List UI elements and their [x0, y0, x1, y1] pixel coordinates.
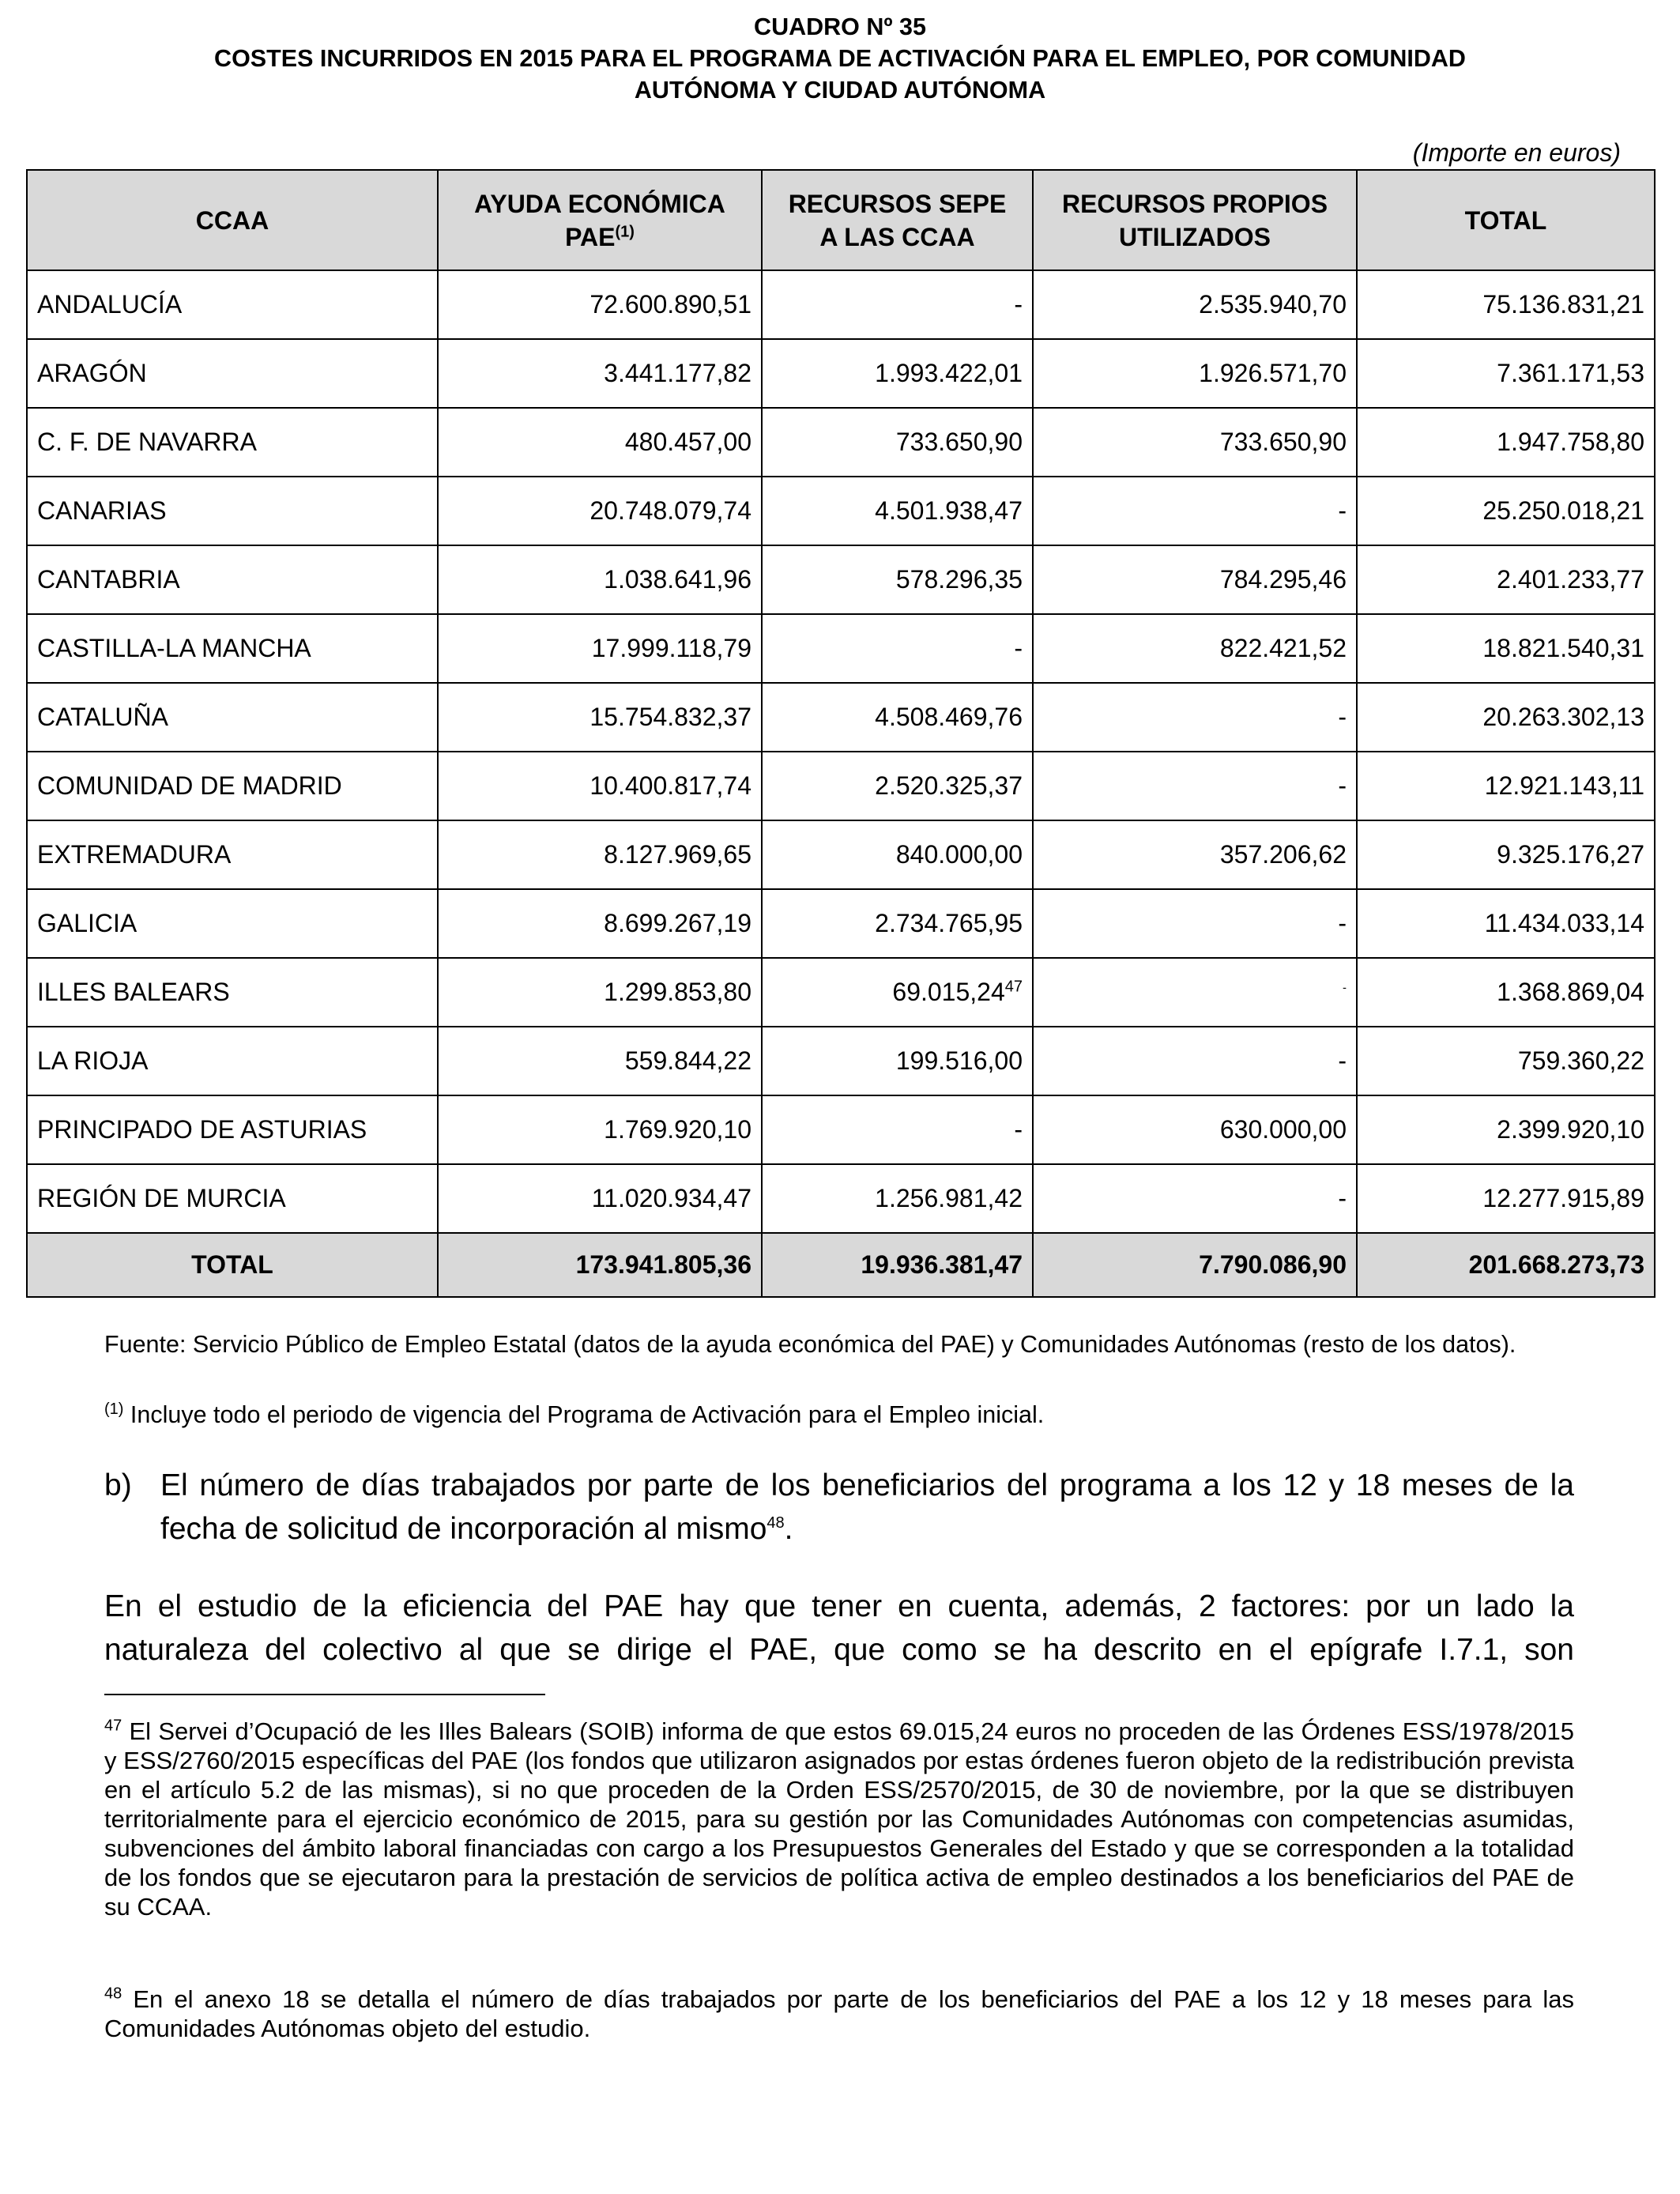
row-ayuda-cell: 1.299.853,80 [438, 958, 762, 1027]
row-ayuda-cell: 8.127.969,65 [438, 820, 762, 889]
row-total-cell: 11.434.033,14 [1357, 889, 1655, 958]
costs-table [26, 169, 1656, 1298]
row-sepe-cell: 1.993.422,01 [762, 339, 1033, 408]
total-propios: 7.790.086,90 [1033, 1233, 1357, 1297]
row-sepe-cell: 2.734.765,95 [762, 889, 1033, 958]
table-note-1 [104, 1400, 1620, 1429]
row-total-cell: 12.277.915,89 [1357, 1164, 1655, 1233]
row-ccaa-name: CANTABRIA [27, 545, 438, 614]
row-ccaa-name: REGIÓN DE MURCIA [27, 1164, 438, 1233]
row-ayuda-cell: 8.699.267,19 [438, 889, 762, 958]
row-propios-cell: 2.535.940,70 [1033, 270, 1357, 339]
total-ayuda: 173.941.805,36 [438, 1233, 762, 1297]
header-ayuda: AYUDA ECONÓMICA PAE$^{(1)}$ [438, 170, 762, 270]
table-note-1-marker: (1) [104, 1400, 124, 1418]
row-ccaa-name: PRINCIPADO DE ASTURIAS [27, 1095, 438, 1164]
row-total-cell: 9.325.176,27 [1357, 820, 1655, 889]
title-line-3: AUTÓNOMA Y CIUDAD AUTÓNOMA [634, 77, 1046, 104]
table-row [27, 1164, 1655, 1233]
row-ccaa-name: CATALUÑA [27, 683, 438, 752]
row-sepe-cell: 1.256.981,42 [762, 1164, 1033, 1233]
table-row [27, 752, 1655, 820]
row-sepe-cell: 733.650,90 [762, 408, 1033, 477]
footnote-ref-48: 48 [767, 1514, 785, 1532]
row-total-cell: 2.401.233,77 [1357, 545, 1655, 614]
footnote-separator [104, 1694, 545, 1695]
title-line-2: COSTES INCURRIDOS EN 2015 PARA EL PROGRAMA DE ACTIVACIÓN PARA EL EMPLEO, POR COMUNIDAD [214, 45, 1466, 72]
header-ccaa: CCAA [27, 170, 438, 270]
row-propios-cell: 357.206,62 [1033, 820, 1357, 889]
row-propios-cell: 733.650,90 [1033, 408, 1357, 477]
unit-note: (Importe en euros) [1412, 138, 1621, 167]
header-total: TOTAL [1357, 170, 1655, 270]
table-row [27, 408, 1655, 477]
row-ccaa-name: ILLES BALEARS [27, 958, 438, 1027]
table-row [27, 683, 1655, 752]
row-propios-cell: - [1033, 1027, 1357, 1095]
total-label: TOTAL [27, 1233, 438, 1297]
list-item-b [104, 1464, 1574, 1551]
table-total-row [27, 1233, 1655, 1297]
row-total-cell: 75.136.831,21 [1357, 270, 1655, 339]
row-total-cell: 7.361.171,53 [1357, 339, 1655, 408]
table-row [27, 477, 1655, 545]
table-row [27, 339, 1655, 408]
footnote-ref-47: 47 [1004, 978, 1023, 996]
row-ccaa-name: CANARIAS [27, 477, 438, 545]
footnote-47-number: 47 [104, 1717, 122, 1735]
document-title [0, 11, 1680, 106]
row-propios-cell: - [1033, 889, 1357, 958]
header-sepe: RECURSOS SEPE A LAS CCAA [762, 170, 1033, 270]
row-sepe-cell: 578.296,35 [762, 545, 1033, 614]
row-sepe-cell: 199.516,00 [762, 1027, 1033, 1095]
header-propios: RECURSOS PROPIOS UTILIZADOS [1033, 170, 1357, 270]
table-row [27, 958, 1655, 1027]
total-sepe: 19.936.381,47 [762, 1233, 1033, 1297]
footnote-48 [104, 1985, 1574, 2043]
row-ccaa-name: ARAGÓN [27, 339, 438, 408]
row-total-cell: 1.368.869,04 [1357, 958, 1655, 1027]
table-note-1-text: Incluye todo el periodo de vigencia del Programa de Activación para el Empleo inicial. [123, 1401, 1045, 1428]
row-propios-cell: 1.926.571,70 [1033, 339, 1357, 408]
row-total-cell: 2.399.920,10 [1357, 1095, 1655, 1164]
row-propios-cell: - [1033, 1164, 1357, 1233]
row-sepe-cell: - [762, 1095, 1033, 1164]
row-ayuda-cell: 3.441.177,82 [438, 339, 762, 408]
table-row [27, 1095, 1655, 1164]
row-propios-cell: 630.000,00 [1033, 1095, 1357, 1164]
row-ayuda-cell: 10.400.817,74 [438, 752, 762, 820]
row-total-cell: 759.360,22 [1357, 1027, 1655, 1095]
source-note: Fuente: Servicio Público de Empleo Estatal (datos de la ayuda económica del PAE) y Comunidades Autónomas (resto de los datos). [104, 1331, 1516, 1358]
row-propios-cell [1033, 958, 1357, 1027]
row-ayuda-cell: 11.020.934,47 [438, 1164, 762, 1233]
row-ccaa-name: ANDALUCÍA [27, 270, 438, 339]
list-item-b-marker: b) [104, 1468, 132, 1502]
row-ayuda-cell: 559.844,22 [438, 1027, 762, 1095]
total-total: 201.668.273,73 [1357, 1233, 1655, 1297]
row-total-cell: 25.250.018,21 [1357, 477, 1655, 545]
footnote-47-text: El Servei d’Ocupació de les Illes Balears (SOIB) informa de que estos 69.015,24 euros no proceden de las Órdenes ESS/1978/2015 y ESS/2760/2015 específicas del PAE (los fondos que utilizaron asignados por estas órdenes fueron objeto de la redistribución prevista en el artículo 5.2 de las mismas), si no que proceden de la Orden ESS/2570/2015, de 30 de noviembre, por la que se distribuyen territorialmente para el ejercicio económico de 2015, para su gestión por las Comunidades Autónomas con competencias asumidas, subvenciones del ámbito laboral financiadas con cargo a los Presupuestos Generales del Estado y que se corresponden a la totalidad de los fondos que se ejecutaron para la prestación de servicios de política activa de empleo destinados a los beneficiarios del PAE de su CCAA. [104, 1717, 1574, 1921]
row-ayuda-cell: 17.999.118,79 [438, 614, 762, 683]
row-ccaa-name: GALICIA [27, 889, 438, 958]
row-ccaa-name: LA RIOJA [27, 1027, 438, 1095]
footnote-48-number: 48 [104, 1985, 122, 2003]
row-ayuda-cell: 480.457,00 [438, 408, 762, 477]
title-line-1: CUADRO Nº 35 [754, 13, 926, 40]
row-sepe-cell: 69.015,24$^{47}$ [762, 958, 1033, 1027]
row-propios-cell: - [1033, 477, 1357, 545]
row-sepe-cell: 840.000,00 [762, 820, 1033, 889]
row-total-cell: 18.821.540,31 [1357, 614, 1655, 683]
row-propios-cell: 784.295,46 [1033, 545, 1357, 614]
row-sepe-cell: - [762, 614, 1033, 683]
row-total-cell: 20.263.302,13 [1357, 683, 1655, 752]
row-propios-cell: - [1033, 752, 1357, 820]
table-row [27, 889, 1655, 958]
row-propios-cell: 822.421,52 [1033, 614, 1357, 683]
list-item-b-text: El número de días trabajados por parte de los beneficiarios del programa a los 12 y 18 meses de la fecha de solicitud de incorporación al mismo$^{48}$. [160, 1468, 1574, 1546]
row-ayuda-cell: 20.748.079,74 [438, 477, 762, 545]
row-sepe-cell: 4.501.938,47 [762, 477, 1033, 545]
table-row [27, 545, 1655, 614]
table-header-row [27, 170, 1655, 270]
row-ccaa-name: C. F. DE NAVARRA [27, 408, 438, 477]
table-row [27, 820, 1655, 889]
row-propios-cell: - [1033, 683, 1357, 752]
header-ayuda-ref: (1) [615, 222, 635, 240]
table-row [27, 270, 1655, 339]
row-ayuda-cell: 1.038.641,96 [438, 545, 762, 614]
row-ayuda-cell: 15.754.832,37 [438, 683, 762, 752]
table-row [27, 614, 1655, 683]
row-ayuda-cell: 72.600.890,51 [438, 270, 762, 339]
row-ccaa-name: COMUNIDAD DE MADRID [27, 752, 438, 820]
row-sepe-cell: 2.520.325,37 [762, 752, 1033, 820]
row-sepe-cell: - [762, 270, 1033, 339]
row-total-cell: 12.921.143,11 [1357, 752, 1655, 820]
row-ccaa-name: CASTILLA-LA MANCHA [27, 614, 438, 683]
table-row [27, 1027, 1655, 1095]
row-propios-value: - [1343, 981, 1347, 995]
footnote-48-text: En el anexo 18 se detalla el número de días trabajados por parte de los beneficiarios del PAE a los 12 y 18 meses para las Comunidades Autónomas objeto del estudio. [104, 1985, 1574, 2042]
row-ayuda-cell: 1.769.920,10 [438, 1095, 762, 1164]
footnote-47 [104, 1717, 1574, 1921]
row-total-cell: 1.947.758,80 [1357, 408, 1655, 477]
body-paragraph: En el estudio de la eficiencia del PAE hay que tener en cuenta, además, 2 factores: por un lado la naturaleza del colectivo al que se dirige el PAE, que como se ha descrito en el epígrafe I.7.1, son [104, 1589, 1574, 1667]
row-sepe-cell: 4.508.469,76 [762, 683, 1033, 752]
row-ccaa-name: EXTREMADURA [27, 820, 438, 889]
